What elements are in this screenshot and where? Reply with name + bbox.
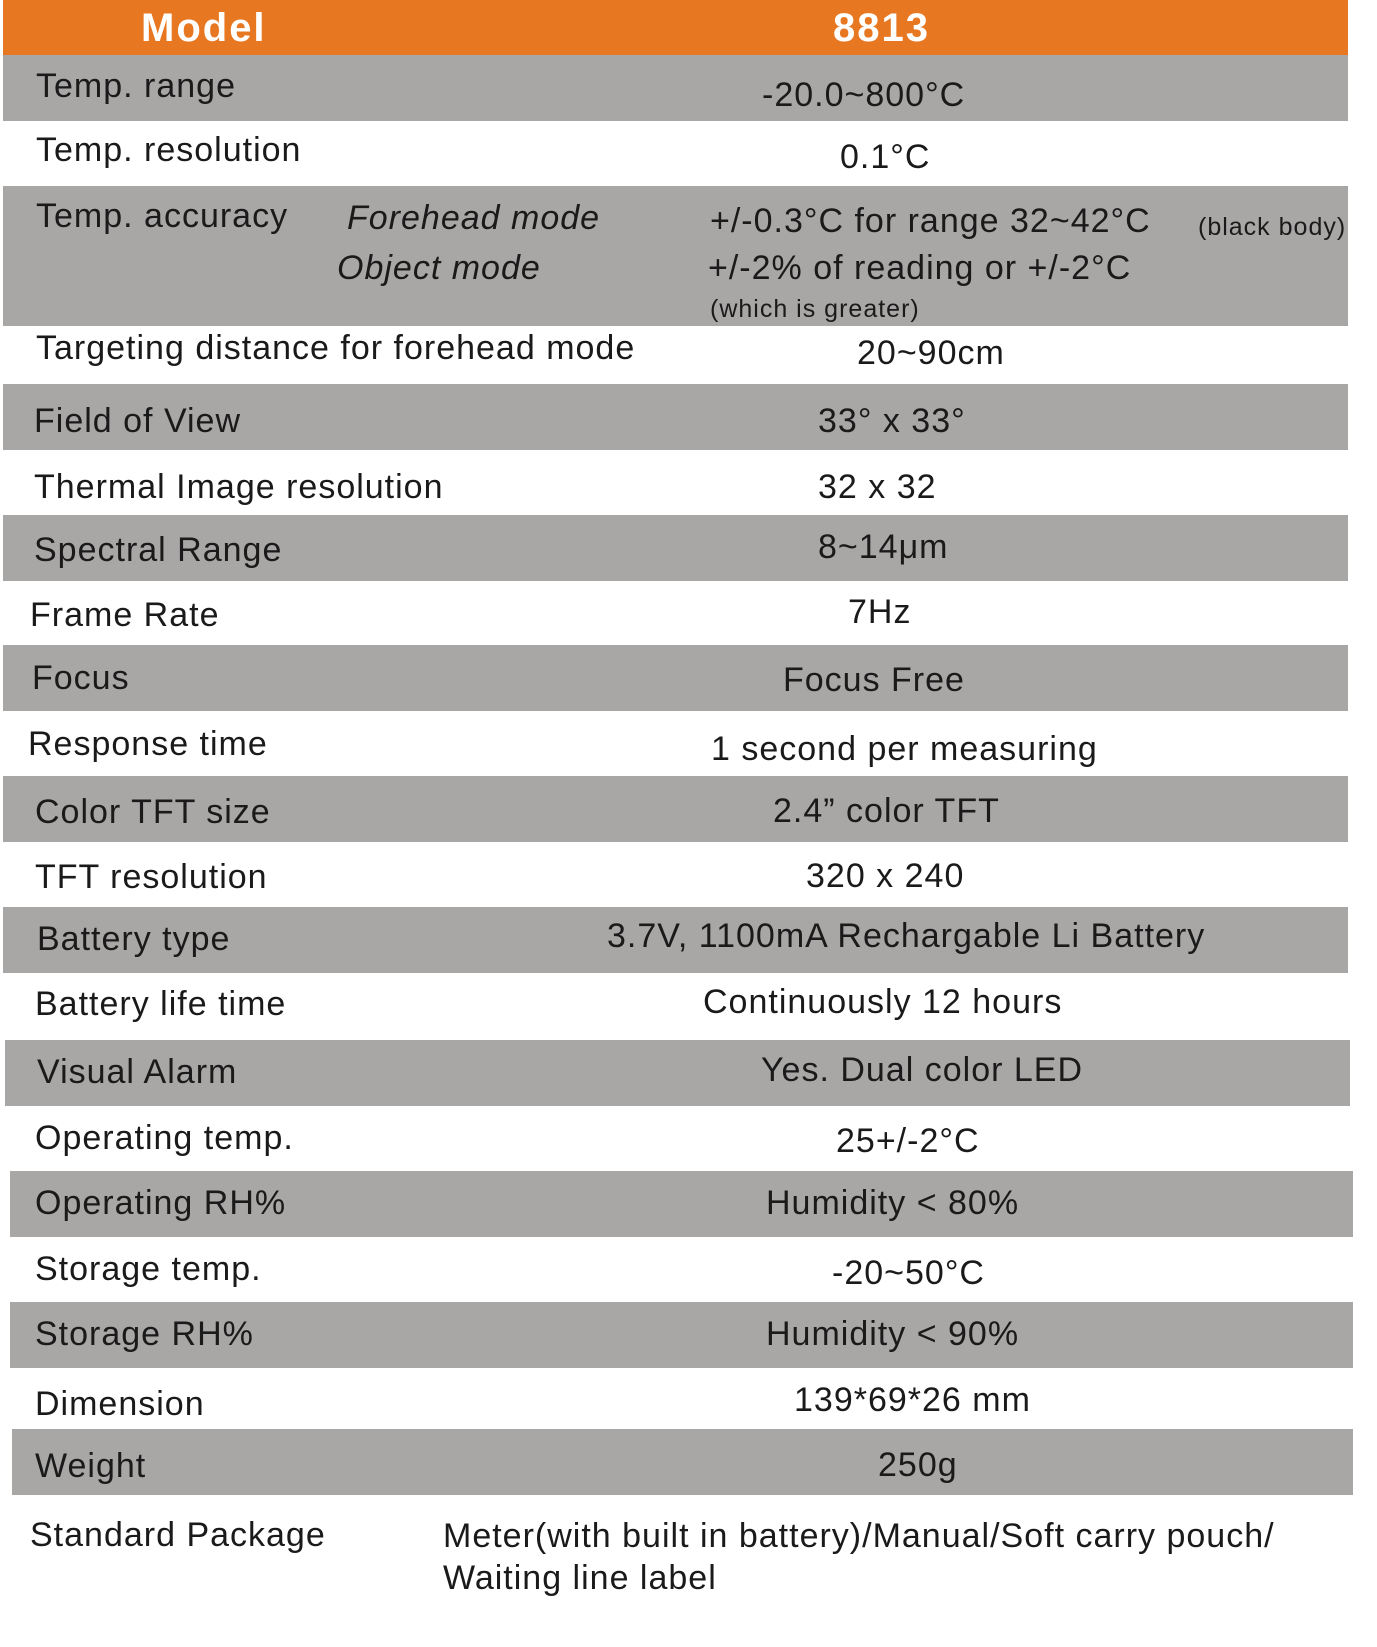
row-value: Focus Free	[783, 661, 965, 699]
row-label: Weight	[35, 1447, 147, 1485]
row-value: 8~14μm	[818, 528, 949, 566]
table-header	[3, 0, 1348, 55]
row-value: -20~50°C	[832, 1254, 985, 1292]
model-label: Model	[141, 6, 267, 50]
row-label: Dimension	[35, 1385, 205, 1423]
forehead-mode-note: (black body)	[1198, 213, 1347, 241]
forehead-mode-value: +/-0.3°C for range 32~42°C	[710, 202, 1151, 240]
row-value: 33° x 33°	[818, 402, 966, 440]
object-mode-note: (which is greater)	[710, 295, 920, 323]
table-row	[3, 645, 1348, 711]
row-label: TFT resolution	[35, 858, 268, 896]
row-label: Storage RH%	[35, 1315, 254, 1353]
row-label: Thermal Image resolution	[34, 468, 444, 506]
row-value: 139*69*26 mm	[794, 1381, 1031, 1419]
row-value: -20.0~800°C	[762, 76, 966, 114]
row-value: 25+/-2°C	[836, 1122, 980, 1160]
row-label: Color TFT size	[35, 793, 271, 831]
row-value: 32 x 32	[818, 468, 937, 506]
row-value: Yes. Dual color LED	[761, 1051, 1084, 1089]
row-label: Targeting distance for forehead mode	[36, 329, 636, 367]
row-label: Temp. resolution	[36, 131, 302, 169]
object-mode-value: +/-2% of reading or +/-2°C	[708, 249, 1132, 287]
row-label: Visual Alarm	[37, 1053, 238, 1091]
row-label: Field of View	[34, 402, 242, 440]
row-label: Battery life time	[35, 985, 287, 1023]
row-label: Spectral Range	[34, 531, 283, 569]
forehead-mode-label: Forehead mode	[347, 199, 601, 237]
row-value-line2: Waiting line label	[443, 1559, 717, 1597]
row-value: Humidity < 80%	[766, 1184, 1020, 1222]
row-value: 20~90cm	[857, 334, 1005, 372]
row-label: Operating temp.	[35, 1119, 294, 1157]
table-row	[12, 1429, 1353, 1495]
row-label: Temp. range	[36, 67, 236, 105]
row-value: 1 second per measuring	[711, 730, 1098, 768]
row-label: Frame Rate	[30, 596, 220, 634]
row-value: Continuously 12 hours	[703, 983, 1063, 1021]
row-value: 3.7V, 1100mA Rechargable Li Battery	[607, 917, 1206, 955]
row-value: Humidity < 90%	[766, 1315, 1020, 1353]
row-label: Response time	[28, 725, 268, 763]
row-label: Temp. accuracy	[36, 197, 289, 235]
row-value: 0.1°C	[840, 138, 931, 176]
row-label: Operating RH%	[35, 1184, 287, 1222]
row-value-line1: Meter(with built in battery)/Manual/Soft carry pouch/	[443, 1517, 1275, 1555]
object-mode-label: Object mode	[337, 249, 541, 287]
row-label: Focus	[32, 659, 130, 697]
row-value: 7Hz	[848, 593, 912, 631]
row-value: 2.4” color TFT	[773, 792, 1000, 830]
row-label: Standard Package	[30, 1516, 326, 1554]
model-value: 8813	[833, 6, 930, 50]
row-value: 250g	[878, 1446, 958, 1484]
row-label: Battery type	[37, 920, 231, 958]
row-value: 320 x 240	[806, 857, 965, 895]
row-label: Storage temp.	[35, 1250, 262, 1288]
